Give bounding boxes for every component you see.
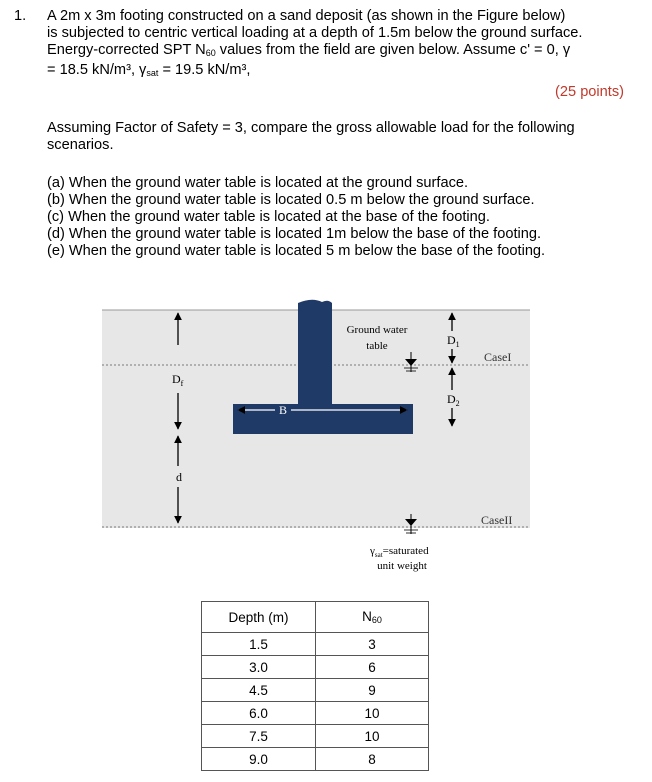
n60-cell: 10 [316, 702, 429, 725]
question-line: A 2m x 3m footing constructed on a sand deposit (as shown in the Figure below) [47, 8, 566, 24]
points-label: (25 points) [555, 84, 624, 100]
depth-cell: 4.5 [202, 679, 316, 702]
table-row [202, 679, 429, 702]
scenario-item: (b) When the ground water table is located 0.5 m below the ground surface. [47, 192, 535, 208]
n60-cell: 8 [316, 748, 429, 771]
table-row [202, 656, 429, 679]
question-text: Energy-corrected SPT N [47, 42, 206, 58]
table-header-row [202, 602, 429, 633]
table-row [202, 748, 429, 771]
depth-cell: 7.5 [202, 725, 316, 748]
n60-cell: 10 [316, 725, 429, 748]
n60-cell: 3 [316, 633, 429, 656]
spt-table [201, 601, 429, 771]
subscript: sat [146, 68, 159, 78]
question-line: is subjected to centric vertical loading at a depth of 1.5m below the ground surface. [47, 25, 583, 41]
n60-cell: 6 [316, 656, 429, 679]
scenario-item: (d) When the ground water table is located 1m below the base of the footing. [47, 226, 542, 242]
scenario-item: (e) When the ground water table is located 5 m below the base of the footing. [47, 243, 546, 259]
gw-label: Ground water [346, 324, 408, 336]
d2-label: $D_2$ [447, 392, 460, 408]
subscript: 60 [371, 615, 382, 625]
case1-label: CaseI [484, 350, 512, 364]
table-row [202, 633, 429, 656]
n-header-text: N [362, 609, 372, 624]
b-label: B [278, 403, 288, 417]
question-text: values from the field are given below. Assume c' = 0, γ [219, 42, 571, 58]
gamma-sat-label: $\gamma_{sat}=saturated$ [370, 545, 429, 559]
gw-label: table [366, 340, 388, 352]
depth-cell: 6.0 [202, 702, 316, 725]
depth-cell: 3.0 [202, 656, 316, 679]
n60-header [316, 602, 429, 633]
unit-weight-label: unit weight [377, 560, 427, 572]
intro-line: Assuming Factor of Safety = 3, compare the gross allowable load for the following [47, 120, 575, 136]
d1-label: $D_1$ [447, 333, 460, 349]
depth-header: Depth (m) [202, 602, 316, 633]
question-text: = 19.5 kN/m³, [162, 62, 251, 78]
question-text: = 18.5 kN/m³, γ [47, 62, 147, 78]
depth-cell: 9.0 [202, 748, 316, 771]
n60-cell: 9 [316, 679, 429, 702]
d-label: d [176, 470, 182, 484]
question-number: 1. [14, 8, 27, 24]
table-row [202, 725, 429, 748]
depth-cell: 1.5 [202, 633, 316, 656]
table-row [202, 702, 429, 725]
subscript: 60 [205, 48, 216, 58]
scenario-item: (a) When the ground water table is located at the ground surface. [47, 175, 469, 191]
case2-label: CaseII [481, 513, 513, 527]
intro-line: scenarios. [47, 137, 114, 153]
scenario-item: (c) When the ground water table is located at the base of the footing. [47, 209, 490, 225]
df-label: $D_f$ [172, 372, 184, 388]
